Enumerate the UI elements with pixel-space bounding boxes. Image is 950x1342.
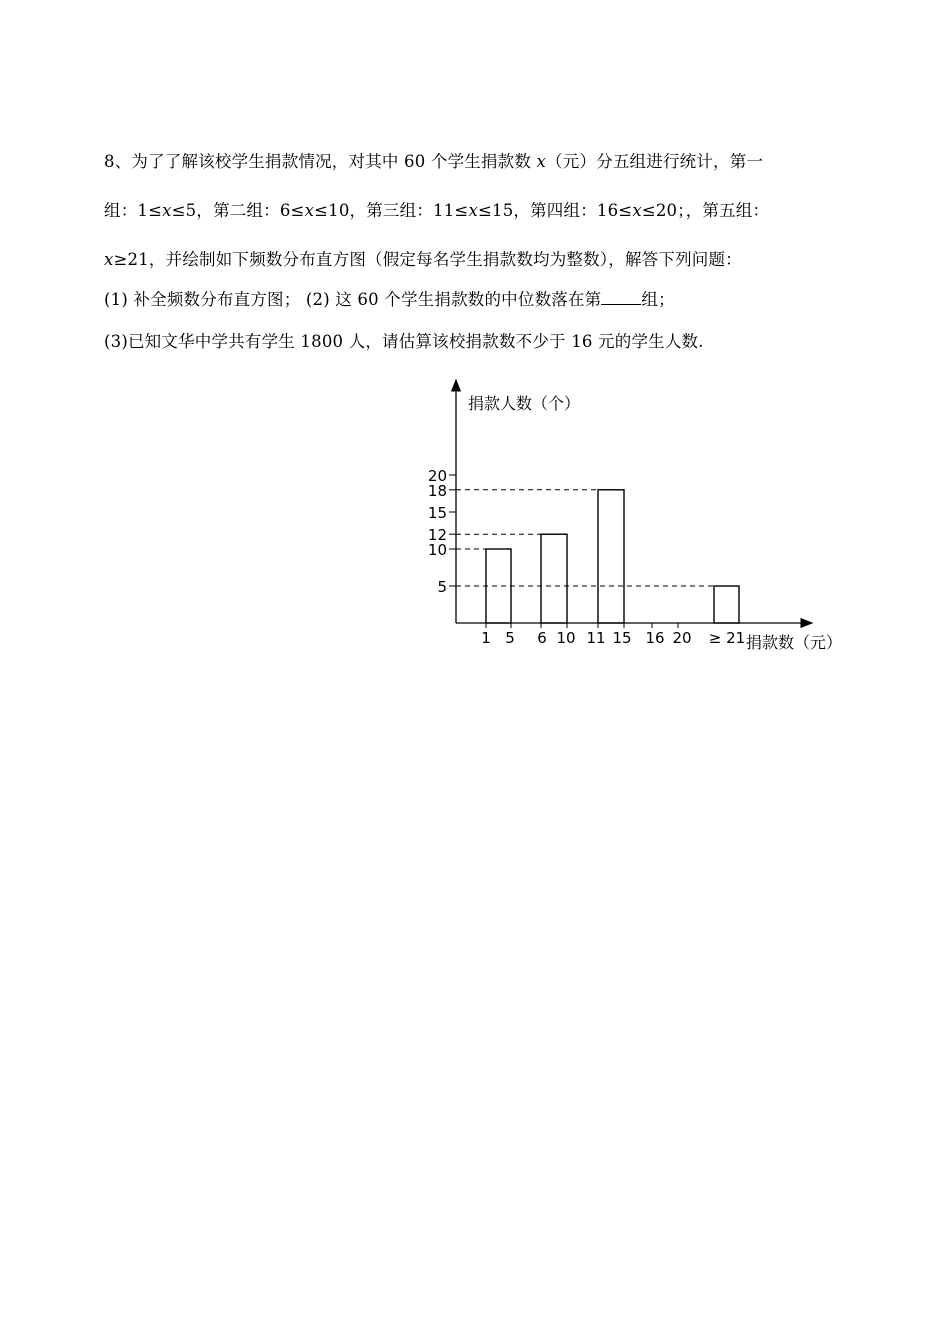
bar: [486, 549, 511, 623]
variable-x: x: [468, 201, 478, 220]
x-tick-label: 10: [556, 629, 576, 647]
x-tick-label: 6: [537, 629, 547, 647]
x-axis-label: 捐款数（元）: [746, 633, 843, 652]
x-tick-label: ≥ 21: [708, 629, 746, 647]
question-3-text: (3)已知文华中学共有学生 1800 人，请估算该校捐款数不少于 16 元的学生人数.: [104, 332, 704, 351]
problem-intro: 8、为了了解该校学生捐款情况，对其中 60 个学生捐款数: [104, 152, 537, 171]
y-tick-label: 18: [427, 481, 447, 500]
x-tick-label: 1: [481, 629, 491, 647]
y-tick-label: 12: [427, 526, 447, 545]
variable-x: x: [536, 152, 547, 171]
y-tick-label: 10: [427, 541, 447, 559]
group-def-4: ≤15，第四组：16≤: [477, 201, 633, 220]
bar: [541, 534, 567, 623]
variable-x: x: [632, 201, 642, 220]
variable-x: x: [162, 201, 172, 220]
y-tick-label: 15: [427, 504, 447, 522]
variable-x: x: [304, 201, 315, 220]
bar: [598, 490, 624, 623]
group-def-2: ≤5，第二组：6≤: [171, 201, 305, 220]
problem-intro-cont: （元）分五组进行统计，第一: [546, 152, 764, 171]
group-def-1: 组：1≤: [104, 201, 163, 220]
question-1-2-text: (1) 补全频数分布直方图； (2) 这 60 个学生捐款数的中位数落在第: [104, 290, 602, 309]
group-def-5: ≤20；，第五组：: [641, 201, 770, 220]
problem-instructions: ≥21，并绘制如下频数分布直方图（假定每名学生捐款数均为整数），解答下列问题：: [113, 250, 742, 269]
x-tick-label: 5: [505, 629, 515, 647]
question-2-end: 组；: [641, 290, 675, 309]
group-def-3: ≤10，第三组：11≤: [314, 201, 469, 220]
x-tick-label: 15: [612, 629, 632, 647]
x-tick-label: 11: [586, 629, 606, 647]
x-tick-label: 16: [645, 629, 665, 647]
y-tick-label: 5: [437, 578, 447, 596]
y-axis-label: 捐款人数（个）: [468, 394, 581, 413]
bar: [714, 586, 739, 623]
variable-x: x: [104, 250, 114, 269]
x-tick-label: 20: [672, 629, 692, 647]
y-tick-label: 20: [427, 467, 447, 485]
